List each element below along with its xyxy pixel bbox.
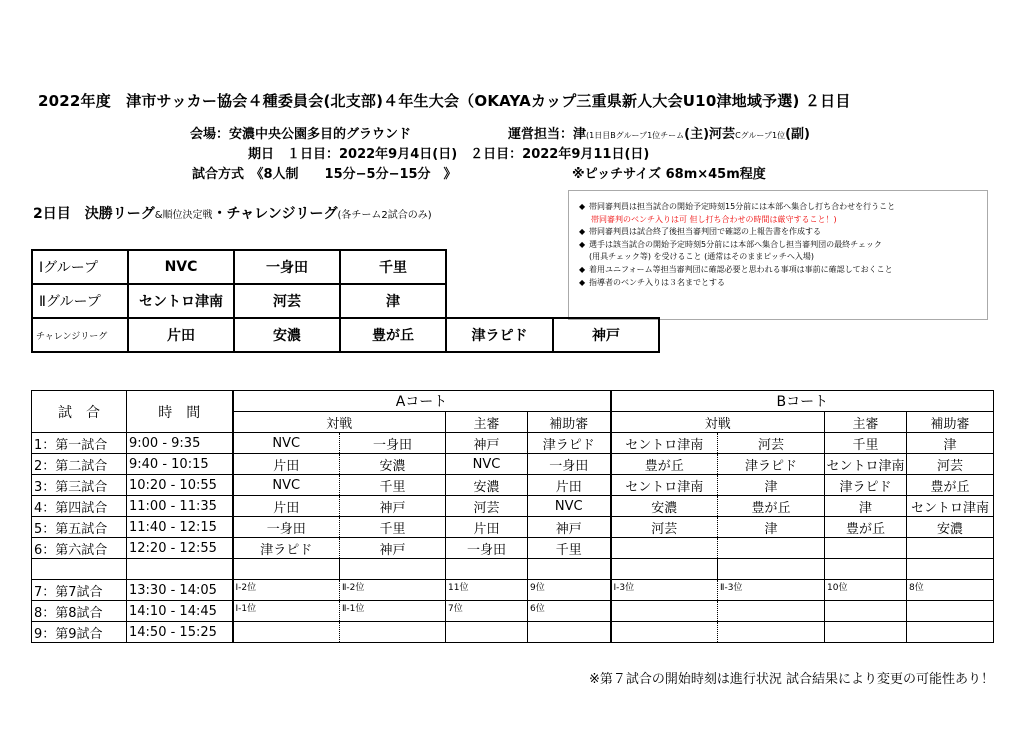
match-header: 試 合	[32, 391, 127, 433]
notice-item: ◆ 着用ユニフォーム等担当審判団に確認必要と思われる事項は事前に確認しておくこと	[579, 264, 893, 274]
asst-header: 補助審	[528, 412, 611, 433]
court-a-referee: 一身田	[446, 538, 528, 559]
team-cell: 安濃	[234, 318, 340, 352]
court-b-assistant: 8位	[907, 580, 994, 601]
court-a-team-1: NVC	[233, 433, 340, 454]
footnote: ※第７試合の開始時刻は進行状況 試合結果により変更の可能性あり！	[588, 672, 994, 687]
group-label: チャレンジリーグ	[32, 318, 128, 352]
court-b-team-2	[718, 622, 825, 643]
court-a-referee: 片田	[446, 517, 528, 538]
match-row	[32, 496, 994, 517]
court-b-referee: 津ラピド	[825, 475, 907, 496]
vs-header: 対戦	[233, 412, 446, 433]
court-b-assistant	[907, 601, 994, 622]
team-cell: 津ラピド	[446, 318, 553, 352]
court-a-team-2: 一身田	[340, 433, 446, 454]
empty-cell	[340, 559, 446, 580]
court-b-team-2	[718, 538, 825, 559]
court-a-team-2: 千里	[340, 517, 446, 538]
court-b-assistant: 安濃	[907, 517, 994, 538]
court-b-referee: 津	[825, 496, 907, 517]
court-a-team-1	[233, 622, 340, 643]
court-b-referee: 豊が丘	[825, 517, 907, 538]
court-a-referee: 11位	[446, 580, 528, 601]
court-b-assistant: セントロ津南	[907, 496, 994, 517]
court-b-referee	[825, 601, 907, 622]
court-a-team-1: 片田	[233, 496, 340, 517]
court-b-referee	[825, 538, 907, 559]
match-number: 3：第三試合	[32, 475, 127, 496]
group-row-challenge	[32, 318, 659, 352]
court-b-team-1	[611, 622, 718, 643]
court-b-team-2: 津	[718, 475, 825, 496]
team-cell: 千里	[340, 250, 446, 284]
court-a-team-1: NVC	[233, 475, 340, 496]
match-number: 2：第二試合	[32, 454, 127, 475]
venue: 会場：安濃中央公園多目的グラウンド	[190, 127, 412, 142]
court-b-team-1: セントロ津南	[611, 475, 718, 496]
page-title: 2022年度 津市サッカー協会４種委員会(北支部)４年生大会（OKAYAカップ三重県新人大会U10津地域予選) ２日目	[38, 92, 851, 110]
empty-cell	[528, 559, 611, 580]
match-time: 11:00 - 11:35	[127, 496, 233, 517]
rank-match-row	[32, 580, 994, 601]
court-b-team-1	[611, 601, 718, 622]
notice-item-red: 帯同審判のベンチ入りは可 但し打ち合わせの時間は厳守すること！)	[591, 214, 837, 224]
mgmt-note-2: Cグループ1位	[735, 131, 786, 140]
match-row	[32, 433, 994, 454]
match-number: 4：第四試合	[32, 496, 127, 517]
court-a-assistant: 津ラピド	[528, 433, 611, 454]
ref-header: 主審	[446, 412, 528, 433]
time-header: 時 間	[127, 391, 233, 433]
court-a-assistant: 6位	[528, 601, 611, 622]
court-a-assistant	[528, 622, 611, 643]
court-a-assistant: 9位	[528, 580, 611, 601]
court-b-team-1: セントロ津南	[611, 433, 718, 454]
mgmt-label: 運営担当：津	[508, 127, 587, 142]
empty-cell	[907, 559, 994, 580]
court-b-team-1: 豊が丘	[611, 454, 718, 475]
team-cell: セントロ津南	[128, 284, 234, 318]
group-table	[31, 249, 660, 353]
notice-item: ◆ 選手は該当試合の開始予定時刻5分前には本部へ集合し担当審判団の最終チェック	[579, 239, 882, 249]
court-b-team-2	[718, 601, 825, 622]
court-b-referee: セントロ津南	[825, 454, 907, 475]
section-mid: ・チャレンジリーグ	[212, 206, 338, 222]
pitch-size: ※ピッチサイズ 68m×45m程度	[572, 167, 766, 182]
rank-match-row	[32, 601, 994, 622]
empty-cell	[446, 559, 528, 580]
court-a-assistant: 片田	[528, 475, 611, 496]
section-title	[33, 203, 432, 223]
empty-cell	[233, 559, 340, 580]
empty-cell	[32, 559, 127, 580]
court-a-team-1: Ⅰ-2位	[233, 580, 340, 601]
empty-cell	[825, 559, 907, 580]
vs-header: 対戦	[611, 412, 825, 433]
section-sub2: (各チーム2試合のみ)	[337, 210, 432, 221]
court-a-team-2: Ⅱ-2位	[340, 580, 446, 601]
team-cell: 神戸	[553, 318, 659, 352]
court-a-assistant: 神戸	[528, 517, 611, 538]
notice-item: (用具チェック等) を受けること (通常はそのままピッチへ入場)	[589, 252, 815, 262]
match-format: 試合方式 《8人制 15分−5分−15分 》	[192, 167, 457, 182]
court-b-team-1: Ⅰ-3位	[611, 580, 718, 601]
group-row-1	[32, 250, 659, 284]
section-sub1: &順位決定戦	[154, 210, 213, 221]
spacer-row	[32, 559, 994, 580]
court-a-referee	[446, 622, 528, 643]
team-cell: 津	[340, 284, 446, 318]
court-b-team-1: 安濃	[611, 496, 718, 517]
match-number: 5：第五試合	[32, 517, 127, 538]
match-row	[32, 454, 994, 475]
match-number: 8：第8試合	[32, 601, 127, 622]
court-a-team-1: Ⅰ-1位	[233, 601, 340, 622]
court-b-referee: 千里	[825, 433, 907, 454]
court-a-assistant: 千里	[528, 538, 611, 559]
court-b-team-2: Ⅱ-3位	[718, 580, 825, 601]
schedule-table	[31, 390, 994, 643]
dates: 期日 １日目：2022年9月4日(日) ２日目：2022年9月11日(日)	[248, 147, 650, 162]
court-a-team-2: 安濃	[340, 454, 446, 475]
match-row	[32, 517, 994, 538]
notice-item: ◆ 指導者のベンチ入りは３名までとする	[579, 277, 725, 287]
mgmt-note-1: (1日目Bグループ1位チーム	[586, 131, 685, 140]
match-number: 9：第9試合	[32, 622, 127, 643]
ref-header: 主審	[825, 412, 907, 433]
notice-item: ◆ 帯同審判員は担当試合の開始予定時刻15分前には本部へ集合し打ち合わせを行うこと	[579, 202, 896, 211]
match-row	[32, 475, 994, 496]
group-row-2	[32, 284, 659, 318]
court-b-team-2: 津ラピド	[718, 454, 825, 475]
court-a-header: Aコート	[233, 391, 611, 412]
match-number: 6：第六試合	[32, 538, 127, 559]
empty-cell	[127, 559, 233, 580]
court-b-team-2: 河芸	[718, 433, 825, 454]
management	[508, 123, 810, 142]
court-b-referee: 10位	[825, 580, 907, 601]
court-a-team-2: 神戸	[340, 538, 446, 559]
team-cell: NVC	[128, 250, 234, 284]
court-b-referee	[825, 622, 907, 643]
header-row-1	[32, 391, 994, 412]
match-time: 10:20 - 10:55	[127, 475, 233, 496]
court-b-assistant: 津	[907, 433, 994, 454]
section-main: 2日目 決勝リーグ	[33, 206, 155, 222]
match-time: 9:40 - 10:15	[127, 454, 233, 475]
team-cell: 河芸	[234, 284, 340, 318]
team-cell: 一身田	[234, 250, 340, 284]
court-a-team-2: Ⅱ-1位	[340, 601, 446, 622]
rank-match-row	[32, 622, 994, 643]
match-number: 7：第7試合	[32, 580, 127, 601]
match-time: 13:30 - 14:05	[127, 580, 233, 601]
court-b-assistant	[907, 538, 994, 559]
mgmt-main: (主)河芸	[684, 127, 736, 142]
match-time: 14:10 - 14:45	[127, 601, 233, 622]
court-b-team-2: 津	[718, 517, 825, 538]
court-a-assistant: 一身田	[528, 454, 611, 475]
mgmt-sub: (副)	[785, 127, 810, 142]
match-time: 14:50 - 15:25	[127, 622, 233, 643]
court-a-team-1: 片田	[233, 454, 340, 475]
match-time: 12:20 - 12:55	[127, 538, 233, 559]
empty-cell	[718, 559, 825, 580]
court-a-team-1: 津ラピド	[233, 538, 340, 559]
match-number: 1：第一試合	[32, 433, 127, 454]
court-b-team-1: 河芸	[611, 517, 718, 538]
group-label: Ⅱグループ	[32, 284, 128, 318]
court-a-assistant: NVC	[528, 496, 611, 517]
court-a-team-2	[340, 622, 446, 643]
group-label: Ⅰグループ	[32, 250, 128, 284]
court-a-referee: 7位	[446, 601, 528, 622]
court-a-team-2: 神戸	[340, 496, 446, 517]
court-a-referee: NVC	[446, 454, 528, 475]
notice-item: ◆ 帯同審判員は試合終了後担当審判団で確認の上報告書を作成する	[579, 227, 821, 237]
court-a-team-2: 千里	[340, 475, 446, 496]
match-time: 9:00 - 9:35	[127, 433, 233, 454]
court-a-referee: 安濃	[446, 475, 528, 496]
team-cell: 豊が丘	[340, 318, 446, 352]
match-time: 11:40 - 12:15	[127, 517, 233, 538]
team-cell: 片田	[128, 318, 234, 352]
match-row	[32, 538, 994, 559]
court-a-referee: 神戸	[446, 433, 528, 454]
empty-cell	[611, 559, 718, 580]
court-b-team-2: 豊が丘	[718, 496, 825, 517]
court-a-team-1: 一身田	[233, 517, 340, 538]
court-a-referee: 河芸	[446, 496, 528, 517]
court-b-assistant	[907, 622, 994, 643]
court-b-assistant: 豊が丘	[907, 475, 994, 496]
asst-header: 補助審	[907, 412, 994, 433]
court-b-header: Bコート	[611, 391, 994, 412]
court-b-assistant: 河芸	[907, 454, 994, 475]
court-b-team-1	[611, 538, 718, 559]
